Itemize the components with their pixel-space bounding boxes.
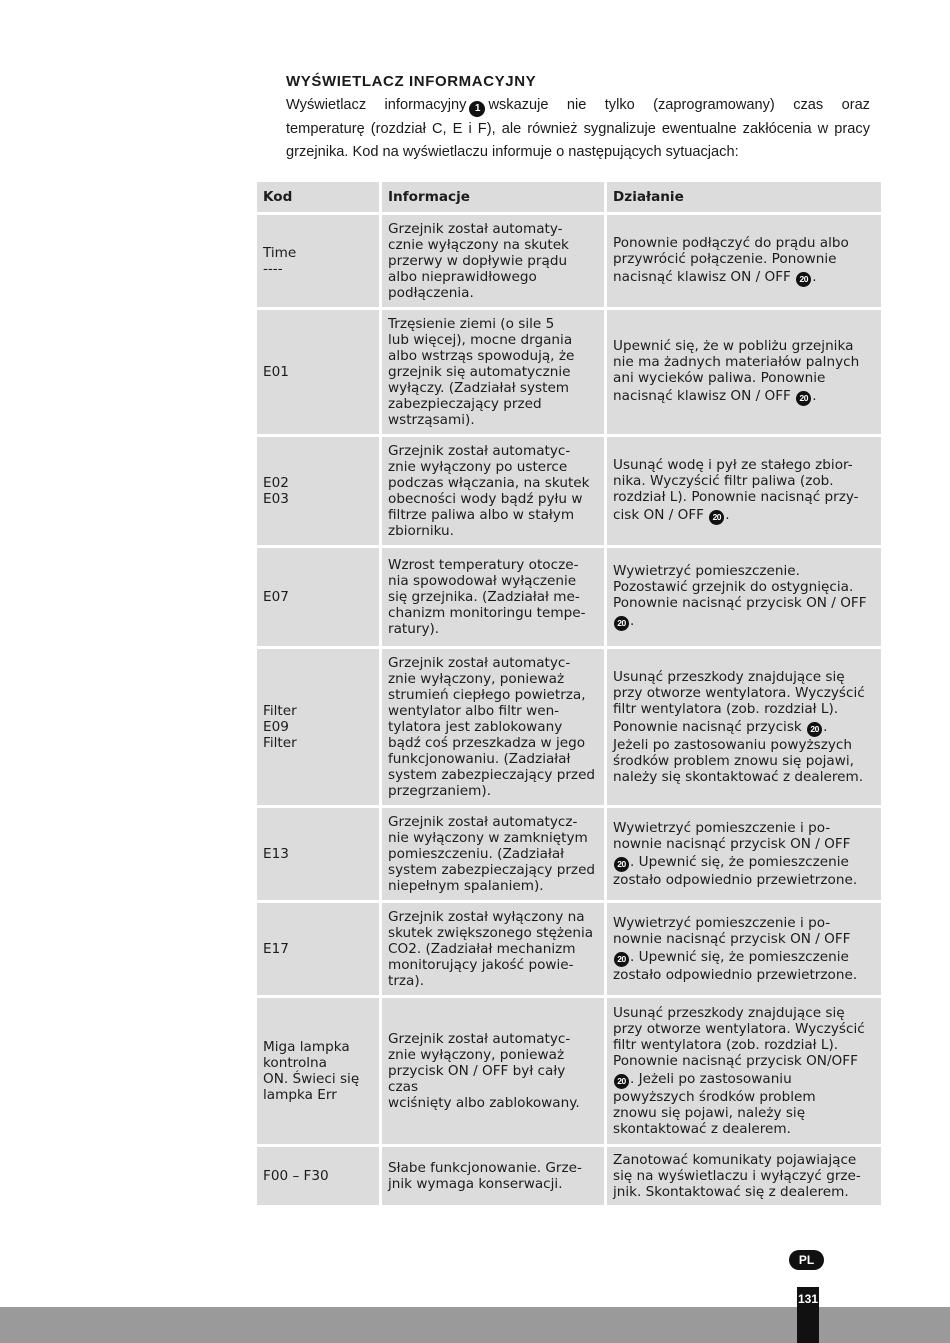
button-number-badge: 20	[796, 272, 811, 287]
info-cell	[382, 310, 604, 434]
table-row	[257, 310, 881, 434]
action-line-with-badge	[613, 507, 875, 525]
action-line: Wywietrzyć pomieszczenie i po-	[613, 820, 831, 837]
info-line: Grzejnik został automatycz-	[388, 814, 578, 830]
info-line: pomieszczeniu. (Zadziałał	[388, 846, 565, 862]
action-line: ani wycieków paliwa. Ponownie	[613, 370, 826, 387]
code-line: Miga lampka	[263, 1039, 350, 1055]
section-title: WYŚWIETLACZ INFORMACYJNY	[286, 73, 537, 90]
info-line: Grzejnik został wyłączony na	[388, 909, 585, 925]
language-badge: PL	[789, 1250, 824, 1270]
info-line: wentylator albo filtr wen-	[388, 703, 560, 719]
action-line: zostało odpowiednio przewietrzone.	[613, 871, 858, 888]
action-line: środków problem znowu się pojawi,	[613, 752, 854, 769]
table-row	[257, 808, 881, 900]
action-text: .	[812, 269, 817, 286]
button-number-badge: 20	[614, 1074, 629, 1089]
action-line: Upewnić się, że w pobliżu grzejnika	[613, 338, 854, 355]
info-line: podczas włączania, na skutek	[388, 475, 590, 491]
info-line: Grzejnik został automatyc-	[388, 1031, 571, 1047]
table-row	[257, 649, 881, 805]
action-cell	[607, 903, 881, 995]
action-line-with-badge	[613, 719, 875, 737]
info-line: niepełnym spalaniem).	[388, 878, 544, 894]
info-line: jnik wymaga konserwacji.	[388, 1176, 563, 1192]
code-cell	[257, 1147, 379, 1205]
action-line: Zanotować komunikaty pojawiające	[613, 1152, 857, 1168]
code-line: E09	[263, 719, 289, 735]
action-line: Usunąć przeszkody znajdujące się	[613, 1005, 845, 1022]
code-line: ----	[263, 261, 283, 277]
info-line: system zabezpieczający przed	[388, 862, 596, 878]
info-line: wyłączy. (Zadziałał system	[388, 380, 570, 396]
info-line: przerwy w dopływie prądu	[388, 253, 568, 269]
action-line: znowu się pojawi, należy się	[613, 1104, 806, 1121]
info-line: cznie wyłączony na skutek	[388, 237, 569, 253]
action-text: .	[725, 507, 730, 524]
code-line: Time	[263, 245, 297, 261]
info-line: nie wyłączony w zamkniętym	[388, 830, 588, 846]
action-cell	[607, 1147, 881, 1205]
info-line: skutek zwiększonego stężenia	[388, 925, 594, 941]
info-line: wciśnięty albo zablokowany.	[388, 1095, 580, 1111]
info-line: grzejnik się automatycznie	[388, 364, 571, 380]
intro-line-3: grzejnika. Kod na wyświetlaczu informuje o następujących sytuacjach:	[286, 144, 739, 160]
code-line: E02	[263, 475, 289, 491]
action-text: . Upewnić się, że pomieszczenie	[630, 949, 849, 966]
action-line: powyższych środków problem	[613, 1088, 816, 1105]
info-line: zbiorniku.	[388, 523, 454, 539]
button-number-badge: 20	[614, 952, 629, 967]
info-line: Grzejnik został automatyc-	[388, 443, 571, 459]
action-line: Ponownie nacisnąć przycisk ON/OFF	[613, 1053, 858, 1070]
info-line: się grzejnika. (Zadziałał me-	[388, 589, 580, 605]
action-cell	[607, 548, 881, 646]
action-line: Ponownie nacisnąć przycisk ON / OFF	[613, 595, 867, 612]
table-header-row	[257, 182, 881, 212]
code-line: lampka Err	[263, 1087, 337, 1103]
action-text: .	[812, 388, 817, 405]
info-line: przegrzaniem).	[388, 783, 492, 799]
info-cell	[382, 437, 604, 545]
action-cell	[607, 649, 881, 805]
header-code: Kod	[257, 182, 379, 212]
info-line: system zabezpieczający przed	[388, 767, 596, 783]
table-row	[257, 548, 881, 646]
page-number: 131	[797, 1287, 819, 1343]
action-text: .	[823, 719, 828, 736]
action-line-with-badge	[613, 854, 875, 872]
info-line: podłączenia.	[388, 285, 474, 301]
info-line: znie wyłączony, ponieważ	[388, 671, 565, 687]
info-line: zabezpieczający przed	[388, 396, 542, 412]
info-cell	[382, 998, 604, 1144]
code-cell	[257, 903, 379, 995]
button-number-badge: 20	[614, 857, 629, 872]
table-row	[257, 215, 881, 307]
info-line: monitorujący jakość powie-	[388, 957, 574, 973]
table-row	[257, 903, 881, 995]
code-line: E01	[263, 364, 289, 380]
info-cell	[382, 548, 604, 646]
action-line: przy otworze wentylatora. Wyczyścić	[613, 685, 865, 702]
info-line: lub więcej), mocne drgania	[388, 332, 573, 348]
action-line: nika. Wyczyścić filtr paliwa (zob.	[613, 473, 834, 490]
action-line: nownie nacisnąć przycisk ON / OFF	[613, 931, 851, 948]
code-line: F00 – F30	[263, 1168, 329, 1184]
info-cell	[382, 215, 604, 307]
action-line: nie ma żadnych materiałów palnych	[613, 354, 860, 371]
info-line: Słabe funkcjonowanie. Grze-	[388, 1160, 582, 1176]
header-info: Informacje	[382, 182, 604, 212]
code-line: E17	[263, 941, 289, 957]
action-line: Usunąć wodę i pył ze stałego zbior-	[613, 457, 853, 474]
info-line: nia spowodował wyłączenie	[388, 573, 577, 589]
action-line: Ponownie podłączyć do prądu albo	[613, 235, 849, 252]
info-line: Wzrost temperatury otocze-	[388, 557, 579, 573]
button-number-badge: 20	[807, 722, 822, 737]
action-line: filtr wentylatora (zob. rozdział L).	[613, 701, 839, 718]
action-text: .	[630, 613, 635, 630]
info-line: wstrząsami).	[388, 412, 475, 428]
action-cell	[607, 998, 881, 1144]
action-line: nownie nacisnąć przycisk ON / OFF	[613, 836, 851, 853]
action-text: Ponownie nacisnąć przycisk	[613, 719, 802, 736]
info-line: znie wyłączony po usterce	[388, 459, 568, 475]
action-line-with-badge	[613, 1071, 875, 1089]
intro-text-continued: wskazuje nie tylko (zaprogramowany) czas oraz	[488, 97, 870, 113]
action-line: Usunąć przeszkody znajdujące się	[613, 669, 845, 686]
action-line-with-badge	[613, 388, 875, 406]
action-text: . Jeżeli po zastosowaniu	[630, 1071, 792, 1088]
table-row	[257, 437, 881, 545]
code-line: ON. Świeci się	[263, 1071, 360, 1087]
code-line: kontrolna	[263, 1055, 327, 1071]
info-line: trza).	[388, 973, 425, 989]
action-text: nacisnąć klawisz ON / OFF	[613, 388, 791, 405]
code-cell	[257, 310, 379, 434]
info-cell	[382, 649, 604, 805]
info-line: filtrze paliwa albo w stałym	[388, 507, 575, 523]
info-line: CO2. (Zadziałał mechanizm	[388, 941, 576, 957]
intro-text-start: Wyświetlacz informacyjny	[286, 97, 467, 113]
info-line: albo wstrząs spowodują, że	[388, 348, 575, 364]
code-line: Filter	[263, 703, 297, 719]
action-text: cisk ON / OFF	[613, 507, 704, 524]
action-text: nacisnąć klawisz ON / OFF	[613, 269, 791, 286]
header-action: Działanie	[607, 182, 881, 212]
code-cell	[257, 998, 379, 1144]
action-line: skontaktować z dealerem.	[613, 1120, 791, 1137]
action-line: Wywietrzyć pomieszczenie.	[613, 563, 800, 580]
action-line-with-badge	[613, 949, 875, 967]
action-line: filtr wentylatora (zob. rozdział L).	[613, 1037, 839, 1054]
info-line: znie wyłączony, ponieważ	[388, 1047, 565, 1063]
action-line: rozdział L). Ponownie nacisnąć przy-	[613, 489, 859, 506]
intro-line-2: temperaturę (rozdział C, E i F), ale również sygnalizuje ewentualne zakłócenia w pracy	[286, 120, 870, 137]
intro-line-1	[286, 94, 870, 118]
code-line: E03	[263, 491, 289, 507]
info-line: chanizm monitoringu tempe-	[388, 605, 586, 621]
code-cell	[257, 215, 379, 307]
info-line: obecności wody bądź pyłu w	[388, 491, 583, 507]
action-cell	[607, 437, 881, 545]
action-line: należy się skontaktować z dealerem.	[613, 768, 864, 785]
info-line: tylatora jest zablokowany	[388, 719, 563, 735]
intro-paragraph	[286, 94, 870, 165]
info-line: bądź coś przeszkadza w jego	[388, 735, 586, 751]
code-cell	[257, 548, 379, 646]
action-line: jnik. Skontaktować się z dealerem.	[613, 1184, 849, 1200]
info-line: Grzejnik został automatyc-	[388, 655, 571, 671]
action-line: się na wyświetlaczu i wyłączyć grze-	[613, 1168, 861, 1184]
info-line: albo nieprawidłowego	[388, 269, 537, 285]
button-number-badge: 20	[796, 391, 811, 406]
action-line: Pozostawić grzejnik do ostygnięcia.	[613, 579, 854, 596]
code-cell	[257, 808, 379, 900]
table-row	[257, 1147, 881, 1205]
code-line: E07	[263, 589, 289, 605]
action-line: zostało odpowiednio przewietrzone.	[613, 966, 858, 983]
action-text: . Upewnić się, że pomieszczenie	[630, 854, 849, 871]
code-line: E13	[263, 846, 289, 862]
display-number-badge: 1	[469, 101, 485, 117]
code-cell	[257, 649, 379, 805]
info-line: ratury).	[388, 621, 440, 637]
action-cell	[607, 215, 881, 307]
info-line: Grzejnik został automaty-	[388, 221, 563, 237]
action-line-with-badge	[613, 613, 875, 631]
table-row	[257, 998, 881, 1144]
info-cell	[382, 903, 604, 995]
button-number-badge: 20	[709, 510, 724, 525]
info-line: przycisk ON / OFF był cały czas	[388, 1063, 566, 1095]
table-body	[257, 215, 881, 1205]
info-cell	[382, 1147, 604, 1205]
button-number-badge: 20	[614, 616, 629, 631]
action-cell	[607, 310, 881, 434]
action-line: Jeżeli po zastosowaniu powyższych	[613, 736, 852, 753]
code-cell	[257, 437, 379, 545]
error-code-table	[254, 179, 884, 1208]
info-line: funkcjonowaniu. (Zadziałał	[388, 751, 571, 767]
action-line: Wywietrzyć pomieszczenie i po-	[613, 915, 831, 932]
action-line: przywrócić połączenie. Ponownie	[613, 251, 837, 268]
info-line: strumień ciepłego powietrza,	[388, 687, 586, 703]
info-line: Trzęsienie ziemi (o sile 5	[388, 316, 555, 332]
action-line: przy otworze wentylatora. Wyczyścić	[613, 1021, 865, 1038]
action-cell	[607, 808, 881, 900]
code-line: Filter	[263, 735, 297, 751]
info-cell	[382, 808, 604, 900]
action-line-with-badge	[613, 269, 875, 287]
